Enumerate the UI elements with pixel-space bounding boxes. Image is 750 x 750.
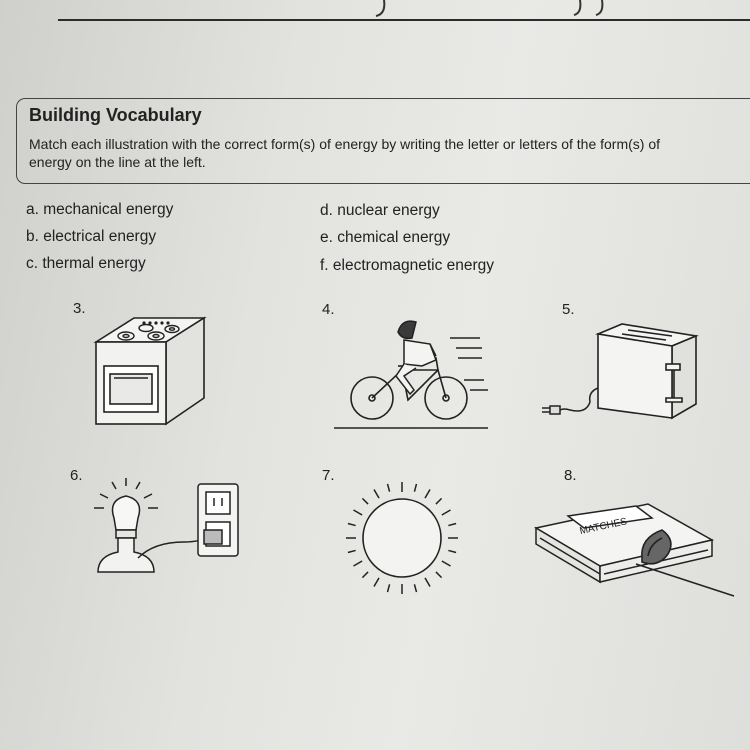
item-number-5: 5. (562, 301, 575, 318)
option-c: c. thermal energy (26, 255, 146, 272)
sun-ray (414, 484, 416, 492)
sun-ray (354, 510, 363, 515)
sun-ray (436, 498, 442, 504)
item-number-7: 7. (322, 467, 335, 484)
sun-ray (448, 524, 456, 526)
sun-ray (442, 561, 451, 566)
bleed-through-text (34, 62, 38, 78)
instructions-text: Match each illustration with the correct form(s) of energy by writing the letter or letters of the form(s) of energy on the line at the left. (29, 136, 661, 170)
item-number-3: 3. (73, 300, 86, 317)
option-a: a. mechanical energy (26, 201, 174, 218)
section-title: Building Vocabulary (29, 105, 202, 125)
item-number-4: 4. (322, 301, 335, 318)
sun-ray (374, 490, 379, 499)
sun-ray (448, 550, 456, 552)
sun-ray (374, 578, 379, 587)
toaster-icon (536, 322, 706, 424)
sun-icon (338, 476, 468, 596)
sun-ray (388, 584, 390, 592)
sun-ray (442, 510, 451, 515)
option-d: d. nuclear energy (320, 202, 440, 219)
sun-ray (348, 524, 356, 526)
option-f: f. electromagnetic energy (320, 257, 495, 274)
lamp-outlet-icon (88, 476, 248, 580)
handwriting-marks (370, 0, 620, 24)
cyclist-icon (332, 310, 492, 436)
sun-ray (362, 572, 368, 578)
option-e: e. chemical energy (320, 229, 451, 246)
sun-ray (425, 490, 430, 499)
sun-ray (388, 484, 390, 492)
sun-ray (348, 550, 356, 552)
matchbox-icon (528, 500, 750, 600)
item-number-8: 8. (564, 467, 577, 484)
matches-label: MATCHES (578, 516, 629, 537)
sun-ray (425, 578, 430, 587)
vocabulary-box (16, 98, 750, 184)
sun-ray (354, 561, 363, 566)
option-b: b. electrical energy (26, 228, 157, 245)
sun-ray (414, 584, 416, 592)
item-number-6: 6. (70, 467, 83, 484)
stove-icon (92, 312, 212, 430)
sun-ray (362, 498, 368, 504)
sun-ray (436, 572, 442, 578)
